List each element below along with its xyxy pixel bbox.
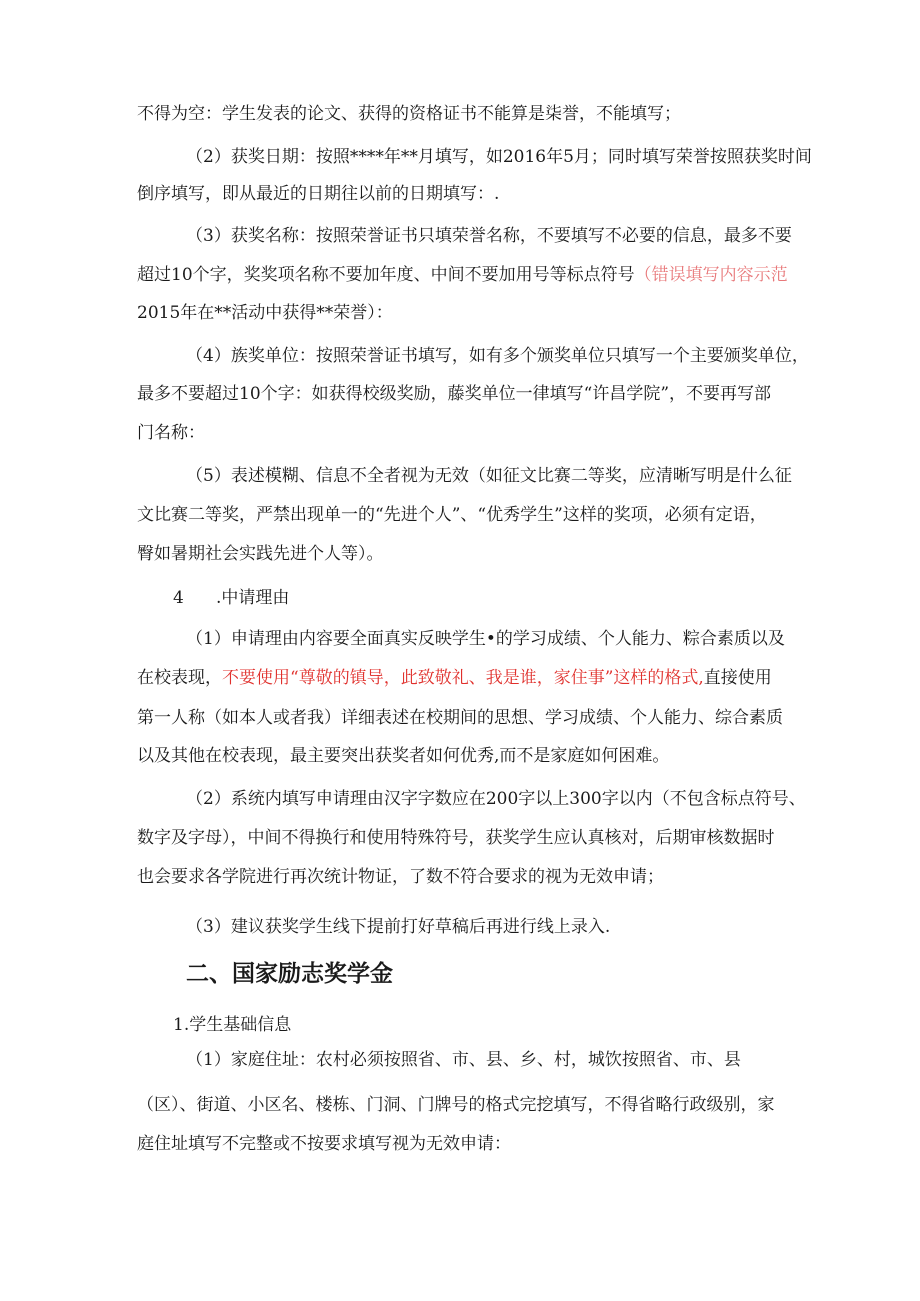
paragraph-text: 在校表现， bbox=[137, 668, 222, 688]
error-example-note: （错误填写内容示范 bbox=[634, 265, 788, 285]
paragraph-line: 以及其他在校表现，最主要突出获奖者如何优秀,而不是家庭如何困难。 bbox=[137, 746, 670, 766]
section-heading: 二、国家励志奖学金 bbox=[186, 961, 393, 987]
item-award-name: （3）获奖名称：按照荣誉证书只填荣誉名称，不要填写不必要的信息，最多不要 bbox=[186, 226, 792, 246]
paragraph-line: 臀如暑期社会实践先进个人等）。 bbox=[137, 544, 384, 564]
section-4-number: 4 bbox=[173, 588, 184, 608]
item-word-count: （2）系统内填写申请理由汉字字数应在200字以上300字以内（不包含标点符号、 bbox=[186, 789, 806, 809]
paragraph-line: 倒序填写，即从最近的日期往以前的日期填写：. bbox=[137, 184, 500, 204]
paragraph-line: 也会要求各学院进行再次统计物证，了数不符合要求的视为无效申请； bbox=[137, 867, 664, 887]
paragraph-line: 文比赛二等奖，严禁出现单一的“先进个人”、“优秀学生”这样的奖项，必须有定语， bbox=[137, 505, 767, 525]
paragraph-line bbox=[137, 263, 788, 287]
item-reason-content: （1）申请理由内容要全面真实反映学生•的学习成绩、个人能力、粽合素质以及 bbox=[186, 629, 785, 649]
paragraph-text: 超过10个字，奖奖项名称不要加年度、中间不要加用号等标点符号 bbox=[137, 265, 635, 285]
paragraph-line: 最多不要超过10个字：如获得校级奖励，藤奖单位一律填写“许昌学院”，不要再写部 bbox=[137, 384, 772, 404]
section-4-title: .中请理由 bbox=[216, 588, 290, 608]
highlighted-warning: 不要使用“尊敬的镇导，此致敬礼、我是谁，家住事”这样的格式, bbox=[222, 668, 704, 688]
paragraph-line: （区）、街道、小区名、楼栋、门洞、门牌号的格式完挖填写，不得省略行政级别，家 bbox=[137, 1095, 775, 1115]
paragraph-line: 门名称： bbox=[137, 423, 205, 443]
paragraph-line bbox=[137, 666, 772, 690]
subsection-title: 1.学生基础信息 bbox=[173, 1015, 292, 1035]
paragraph-line: 数字及字母），中间不得换行和使用特殊符号，获奖学生应认真核对，后期审核数据时 bbox=[137, 828, 775, 848]
item-draft-suggestion: （3）建议获奖学生线下提前打好草稿后再进行线上录入. bbox=[186, 917, 611, 937]
paragraph-line: 不得为空：学生发表的论文、获得的资格证书不能算是柒誉，不能填写； bbox=[137, 104, 681, 124]
item-vague-description: （5）表述模糊、信息不全者视为无效（如征文比赛二等奖，应清晰写明是什么征 bbox=[186, 466, 792, 486]
paragraph-line: 庭住址填写不完整或不按要求填写视为无效申请： bbox=[137, 1134, 511, 1154]
item-home-address: （1）家庭住址：农村必须按照省、市、县、乡、村，城饮按照省、市、县 bbox=[186, 1050, 741, 1070]
item-award-date: （2）获奖日期：按照****年**月填写，如2016年5月；同时填写荣誉按照获奖时间 bbox=[186, 147, 812, 167]
item-award-unit: （4）族奖单位：按照荣誉证书填写，如有多个颁奖单位只填写一个主要颁奖单位， bbox=[186, 346, 809, 366]
paragraph-line: 第一人称（如本人或者我）详细表述在校期间的思想、学习成绩、个人能力、综合素质 bbox=[137, 708, 783, 728]
paragraph-line: 2015年在**活动中获得**荣誉）： bbox=[137, 303, 393, 323]
paragraph-text: 直接使用 bbox=[703, 668, 772, 688]
